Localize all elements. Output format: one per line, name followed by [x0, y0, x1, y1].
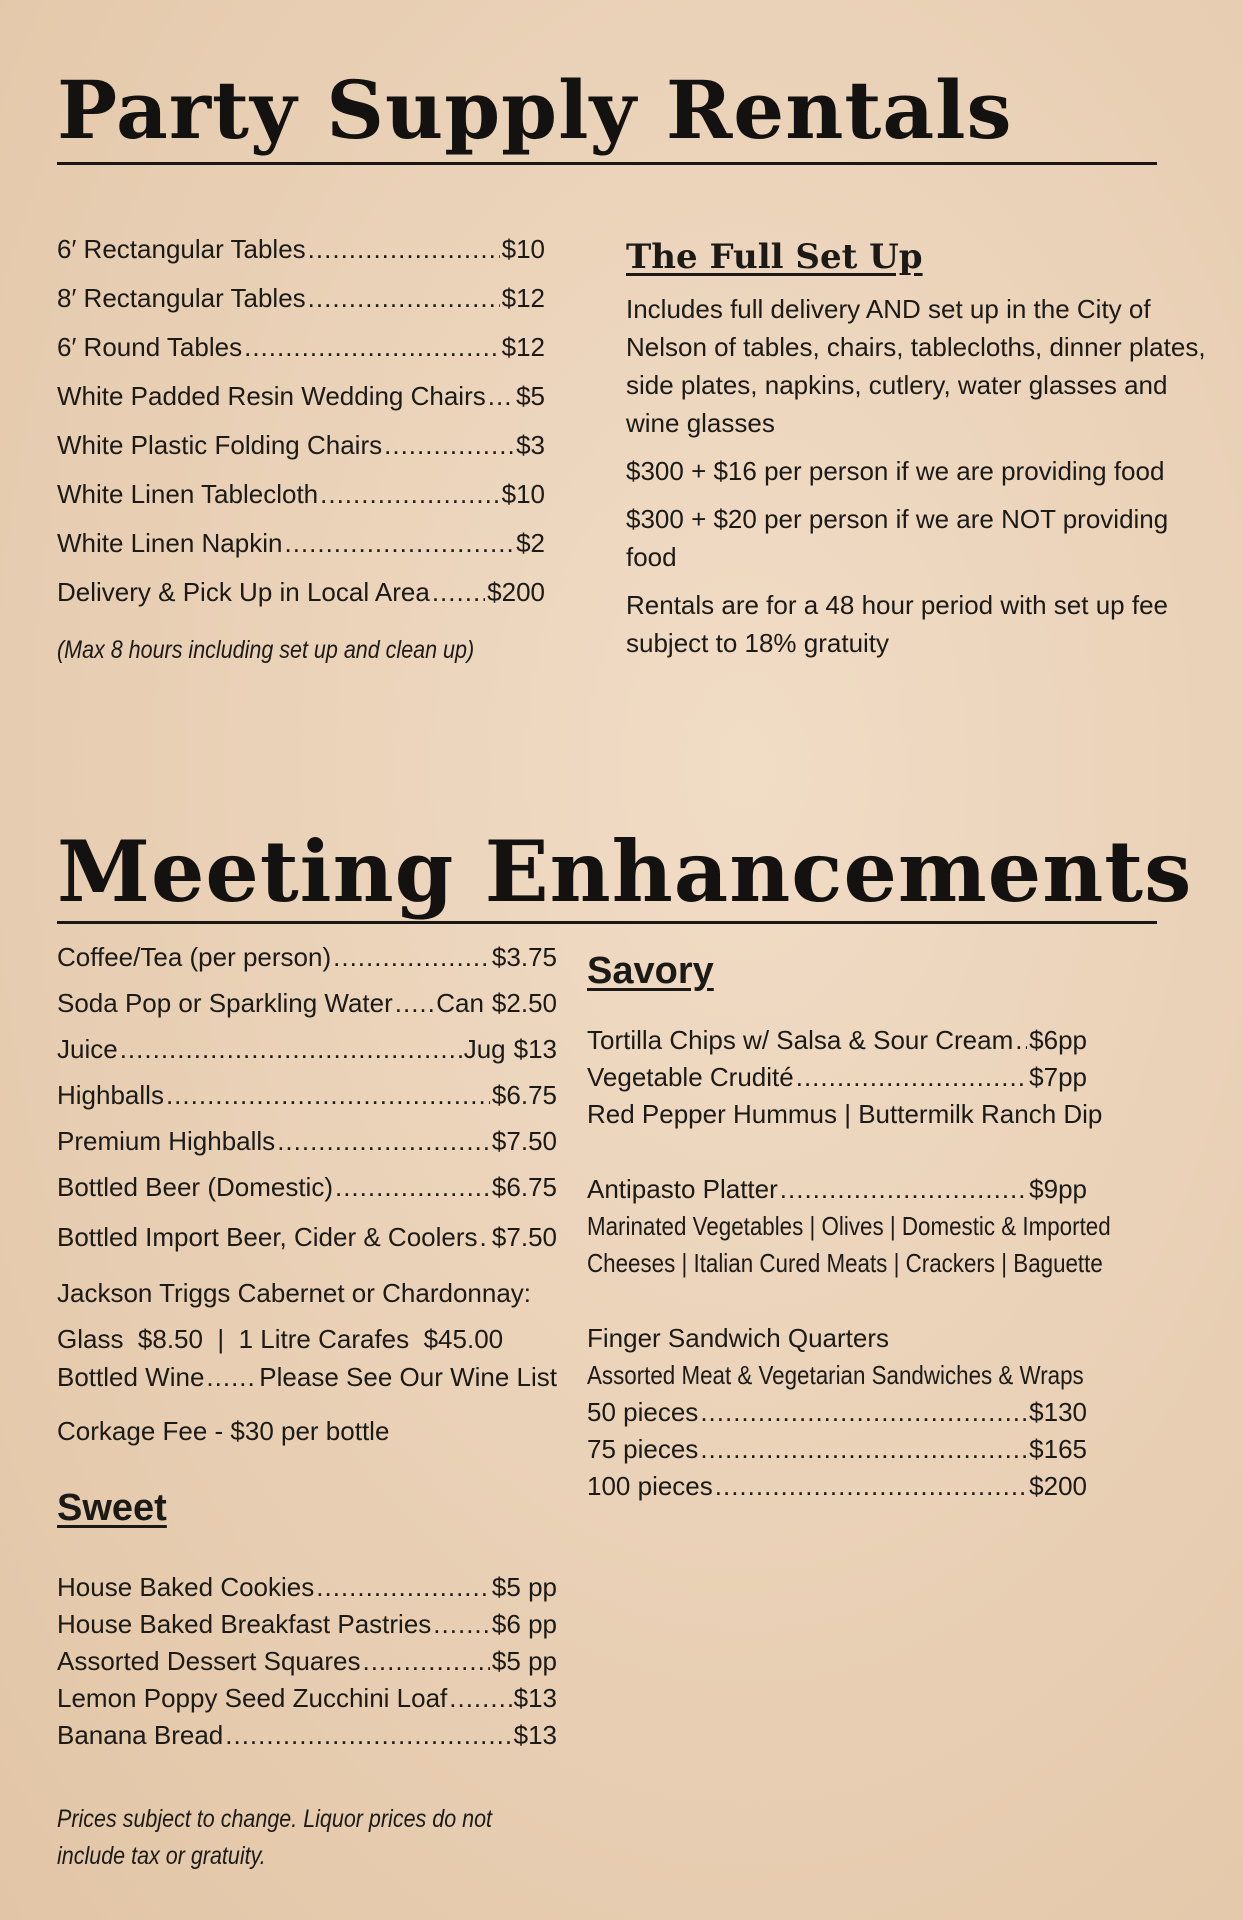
party-title-rule [57, 162, 1157, 165]
bottled-wine [57, 1362, 557, 1408]
item-label: 6′ Rectangular Tables [57, 234, 306, 264]
item-label: Juice [57, 1034, 118, 1064]
savory-dips: Red Pepper Hummus | Buttermilk Ranch Dip [587, 1099, 1103, 1129]
item-label: Coffee/Tea (per person) [57, 942, 332, 972]
item-label: Assorted Dessert Squares [57, 1646, 361, 1676]
item-label: 100 pieces [587, 1471, 713, 1501]
item-label: 75 pieces [587, 1434, 699, 1464]
party-item [57, 528, 545, 577]
savory-panel [587, 942, 1187, 1505]
item-label: 8′ Rectangular Tables [57, 283, 306, 313]
full-setup-description: Includes full delivery AND set up in the City of Nelson of tables, chairs, tablecloths, dinner plates, side plates, napkins, cutlery, water glasses and wine glasses [626, 294, 1206, 438]
full-setup-terms: Rentals are for a 48 hour period with set up fee subject to 18% gratuity [626, 590, 1168, 658]
sweet-list [57, 1572, 557, 1757]
sweet-item [57, 1572, 557, 1609]
item-label: Vegetable Crudité [587, 1062, 794, 1092]
full-setup-price-without-food: $300 + $20 per person if we are NOT providing food [626, 504, 1169, 572]
item-label: White Linen Napkin [57, 528, 283, 558]
item-price: $5 [516, 381, 545, 411]
item-label: Bottled Wine [57, 1362, 205, 1392]
antipasto-description: Cheeses | Italian Cured Meats | Crackers | Baguette [587, 1248, 1103, 1278]
item-price: $7pp [1029, 1062, 1087, 1092]
meeting-title: Meeting Enhancements [57, 822, 1193, 921]
item-label: White Padded Resin Wedding Chairs [57, 381, 486, 411]
drink-item [57, 1172, 557, 1222]
footer-note: Prices subject to change. Liquor prices do not include tax or gratuity. [57, 1805, 493, 1870]
item-price: $130 [1029, 1397, 1087, 1427]
savory-item [587, 1059, 1087, 1096]
drink-item [57, 1222, 557, 1270]
sweet-item [57, 1683, 557, 1720]
party-item [57, 430, 545, 479]
item-label: Bottled Beer (Domestic) [57, 1172, 333, 1202]
item-label: House Baked Cookies [57, 1572, 315, 1602]
item-label: Lemon Poppy Seed Zucchini Loaf [57, 1683, 448, 1713]
item-price: $200 [487, 577, 545, 607]
sandwich-item [587, 1431, 1087, 1468]
item-price: $3 [516, 430, 545, 460]
drink-item [57, 988, 557, 1034]
party-note: (Max 8 hours including set up and clean up) [57, 636, 475, 664]
antipasto-description: Marinated Vegetables | Olives | Domestic & Imported [587, 1211, 1111, 1241]
item-price: $13 [513, 1720, 557, 1750]
drink-item [57, 1126, 557, 1172]
wine-label: Jackson Triggs Cabernet or Chardonnay: [57, 1278, 532, 1308]
full-setup-price-with-food: $300 + $16 per person if we are providing food [626, 456, 1165, 486]
item-price: $10 [501, 479, 545, 509]
meeting-title-rule [57, 921, 1157, 924]
item-label: Highballs [57, 1080, 164, 1110]
item-price: $5 pp [491, 1572, 557, 1602]
item-price: $12 [501, 283, 545, 313]
sandwich-item [587, 1468, 1087, 1505]
item-label: 6′ Round Tables [57, 332, 243, 362]
sandwich-title: Finger Sandwich Quarters [587, 1323, 890, 1353]
sandwich-item [587, 1394, 1087, 1431]
party-item [57, 332, 545, 381]
item-unit: Jug [463, 1034, 506, 1064]
item-label: Antipasto Platter [587, 1174, 778, 1204]
item-label: Delivery & Pick Up in Local Area [57, 577, 430, 607]
item-price: $200 [1029, 1471, 1087, 1501]
item-price: $12 [501, 332, 545, 362]
item-price: $6.75 [491, 1080, 557, 1110]
item-price: $6pp [1029, 1025, 1087, 1055]
item-label: House Baked Breakfast Pastries [57, 1609, 432, 1639]
drinks-list [57, 942, 557, 1875]
savory-item [587, 1171, 1087, 1208]
party-item [57, 381, 545, 430]
item-price: $165 [1029, 1434, 1087, 1464]
item-label: Soda Pop or Sparkling Water [57, 988, 393, 1018]
full-setup-panel [626, 232, 1206, 662]
item-label: Banana Bread [57, 1720, 224, 1750]
drink-item [57, 1080, 557, 1126]
item-price: $7.50 [491, 1126, 557, 1156]
sweet-heading: Sweet [57, 1487, 167, 1529]
item-label: Tortilla Chips w/ Salsa & Sour Cream [587, 1025, 1014, 1055]
drink-item [57, 1034, 557, 1080]
item-price: $5 pp [491, 1646, 557, 1676]
savory-heading: Savory [587, 950, 714, 992]
drink-item [57, 942, 557, 988]
item-price: Please See Our Wine List [259, 1362, 557, 1392]
item-label: White Plastic Folding Chairs [57, 430, 383, 460]
party-item [57, 577, 545, 626]
sweet-item [57, 1720, 557, 1757]
item-price: $6 pp [491, 1609, 557, 1639]
party-item [57, 283, 545, 332]
item-label: White Linen Tablecloth [57, 479, 319, 509]
party-title: Party Supply Rentals [57, 63, 1013, 157]
item-label: Bottled Import Beer, Cider & Coolers [57, 1222, 478, 1252]
item-price: $13 [513, 1683, 557, 1713]
item-price: $13 [513, 1034, 557, 1064]
item-label: 50 pieces [587, 1397, 699, 1427]
item-unit: Can [436, 988, 484, 1018]
item-label: Premium Highballs [57, 1126, 276, 1156]
full-setup-heading: The Full Set Up [626, 237, 923, 277]
item-price: $10 [501, 234, 545, 264]
corkage-fee: Corkage Fee - $30 per bottle [57, 1416, 390, 1446]
item-price: $6.75 [491, 1172, 557, 1202]
item-price: $3.75 [491, 942, 557, 972]
party-price-list [57, 234, 545, 675]
wine-prices: Glass $8.50 | 1 Litre Carafes $45.00 [57, 1324, 504, 1354]
sweet-item [57, 1609, 557, 1646]
item-price: $2.50 [491, 988, 557, 1018]
item-price: $2 [516, 528, 545, 558]
item-price: $7.50 [491, 1222, 557, 1252]
party-item [57, 479, 545, 528]
savory-item [587, 1022, 1087, 1059]
sweet-item [57, 1646, 557, 1683]
party-item [57, 234, 545, 283]
sandwich-description: Assorted Meat & Vegetarian Sandwiches & Wraps [587, 1360, 1084, 1390]
item-price: $9pp [1029, 1174, 1087, 1204]
